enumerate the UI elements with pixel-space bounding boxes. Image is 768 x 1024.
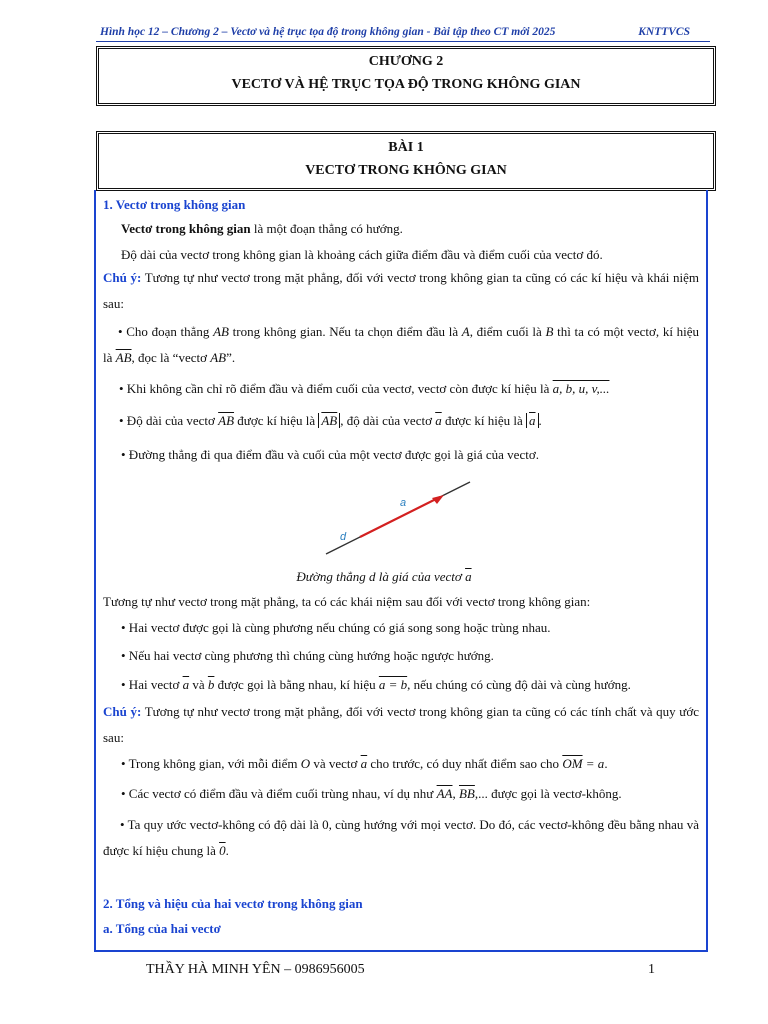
text: được gọi là bằng nhau, kí hiệu [214,677,379,692]
text: . [225,843,229,858]
vector-aa: $\overline{AA}$ [436,786,453,801]
text: được kí hiệu là [234,413,319,428]
lesson-number: BÀI 1 [388,140,424,155]
text: và vectơ [310,756,361,771]
abs-a [526,413,539,428]
bullet-zero-vector: • Các vectơ có điểm đầu và điểm cuối trùng nhau, ví dụ như $\overline{AA}$, $\overline{BB}$,... được gọi là vectơ-không. [121,786,622,801]
point-o: O [300,756,311,771]
figure-caption [0,569,768,585]
definition [121,221,403,237]
bullet-ab [103,319,699,371]
chapter-box [96,46,716,106]
point-a: A [461,324,470,339]
text: • Trong không gian, với mỗi điểm [121,756,301,771]
running-header [100,26,690,40]
text: được kí hiệu là [441,413,527,428]
note-1-label: Chú ý: [103,270,142,285]
note-2 [103,699,699,751]
vector-a: $\overline{a}$ [182,677,190,692]
text: , cùng hướng với mọi vectơ. Do đó, các vectơ-không đều bằng nhau và được kí hiệu chung là [103,817,700,858]
section-1-title: 1. Vectơ trong không gian [103,197,246,212]
figure-label-d: d [340,531,347,543]
chapter-title: VECTƠ VÀ HỆ TRỤC TỌA ĐỘ TRONG KHÔNG GIAN [231,77,581,92]
vector-b: $\overline{b}$ [207,677,215,692]
bullet-collinear: • Hai vectơ được gọi là cùng phương nếu chúng có giá song song hoặc trùng nhau. [121,620,551,635]
text: là giá của vectơ [375,569,466,584]
equality: a = b [378,677,408,692]
text: trong không gian. Nếu ta chọn điểm đầu là [228,324,462,339]
text: • Ta quy ước vectơ-không có độ dài là [120,817,323,832]
length-definition: Độ dài của vectơ trong không gian là khoảng cách giữa điểm đầu và điểm cuối của vectơ đó. [121,247,603,262]
text: • Cho đoạn thẳng [118,324,214,339]
text: ,... được gọi là vectơ-không. [474,786,622,801]
note-2-text: Tương tự như vectơ trong mặt phẳng, đối với vectơ trong không gian ta cũng có các tính chất và quy ước sau: [103,704,699,745]
text: . [538,413,542,428]
equals-a: = a [582,756,605,771]
text: ”. [226,350,236,365]
vector-figure [318,476,478,560]
segment-ab: AB [213,324,229,339]
line-d: d [368,569,376,584]
definition-text: là một đoạn thẳng có hướng. [250,221,403,236]
zero: 0 [322,817,329,832]
text: và [189,677,208,692]
vector-ab: $\overline{AB}$ [321,413,338,428]
text: • Khi không cần chỉ rõ điểm đầu và điểm cuối của vectơ, vectơ còn được kí hiệu là [119,381,553,396]
bullet-zero-length [103,812,699,864]
text: . [604,756,608,771]
zero-vector: 0 [219,843,226,858]
text: cho trước, có duy nhất điểm sao cho [367,756,563,771]
vector-ab: $\overline{AB}$ [115,350,132,365]
vector-om: $\overline{OM}$ [562,756,583,771]
abs-ab [318,413,340,428]
vector-ab: $\overline{AB}$ [218,413,235,428]
bullet-direction: • Nếu hai vectơ cùng phương thì chúng cùng hướng hoặc ngược hướng. [121,648,494,663]
section-2-title: 2. Tổng và hiệu của hai vectơ trong không gian [103,896,363,911]
note-1-text: Tương tự như vectơ trong mặt phẳng, đối với vectơ trong không gian ta cũng có các kí hiệu và khái niệm sau: [103,270,699,311]
section-2a-title: a. Tổng của hai vectơ [103,921,221,936]
text: , điểm cuối là [469,324,546,339]
header-code: KNTTVCS [638,26,690,38]
text: , độ dài của vectơ [340,413,436,428]
arrow-head [432,495,444,504]
vector-a: $\overline{a}$ [435,413,442,428]
lesson-box [96,131,716,191]
chapter-number: CHƯƠNG 2 [368,54,444,69]
vector-a: $\overline{a}$ [465,569,472,584]
text: , nếu chúng có cùng độ dài và cùng hướng. [407,677,631,692]
note-2-label: Chú ý: [103,704,142,719]
text: Đường thẳng [296,569,369,584]
text: thì ta có một vectơ, kí hiệu là [103,324,700,365]
text: , đọc là “vectơ [131,350,211,365]
page-number: 1 [648,962,655,977]
bullet-length [119,413,542,429]
text: • Hai vectơ [121,677,183,692]
vector-bb: $\overline{BB}$ [458,786,475,801]
bullet-notation [119,381,609,397]
footer-author: THẦY HÀ MINH YÊN – 0986956005 [146,962,365,977]
text: • Độ dài của vectơ [119,413,219,428]
figure-label-a: a [400,497,407,509]
vector-symbols: a, b, u, v,... [552,381,610,396]
vector-a: $\overline{a}$ [360,756,368,771]
lesson-title: VECTƠ TRONG KHÔNG GIAN [305,163,507,178]
definition-term: Vectơ trong không gian [121,221,251,236]
vector-a: $\overline{a}$ [529,413,536,428]
note-1 [103,265,699,317]
bullet-equal [121,677,631,693]
similar-concepts: Tương tự như vectơ trong mặt phẳng, ta có các khái niệm sau đối với vectơ trong không gian: [103,594,591,609]
header-title: Hình học 12 – Chương 2 – Vectơ và hệ trục tọa độ trong không gian - Bài tập theo CT mới 2025 [100,26,556,38]
bullet-support-line: • Đường thẳng đi qua điểm đầu và cuối của một vectơ được gọi là giá của vectơ. [121,447,539,462]
text: • Các vectơ có điểm đầu và điểm cuối trùng nhau, ví dụ như [121,786,437,801]
bullet-unique-point [121,756,608,772]
header-rule [96,41,710,42]
point-b: B [545,324,554,339]
segment-ab: AB [210,350,227,365]
